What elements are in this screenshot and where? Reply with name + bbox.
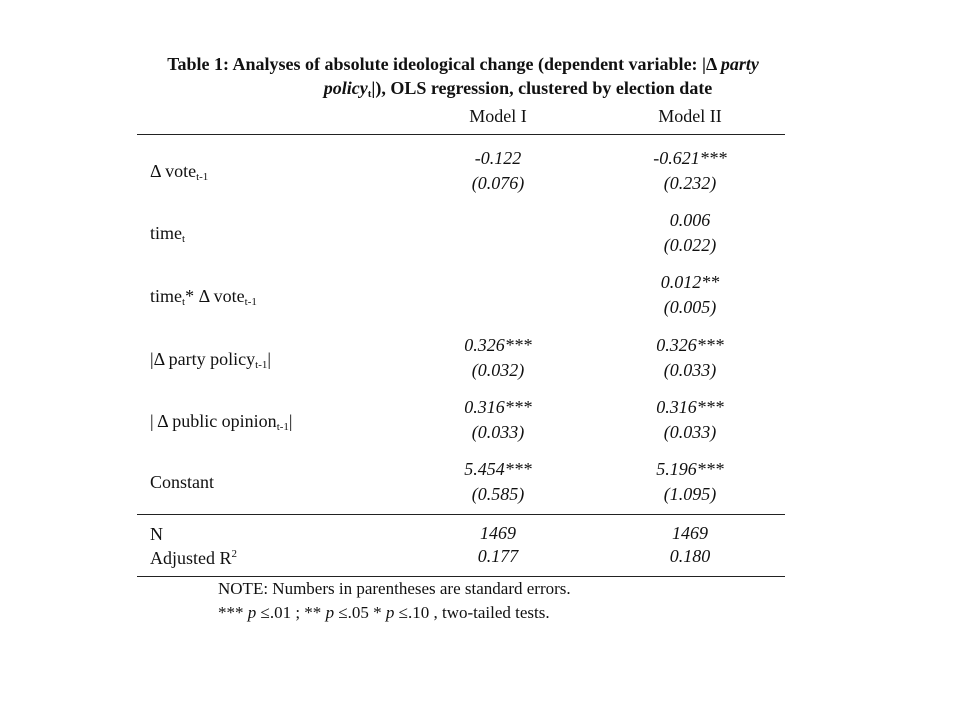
title-suffix: |), OLS regression, clustered by election date xyxy=(371,78,713,98)
row-label-tail: | xyxy=(267,349,272,369)
row-label-main: Δ vote xyxy=(150,161,197,181)
cell-model2-se: (0.022) xyxy=(663,235,717,255)
note-text: ≤.05 * xyxy=(334,603,386,622)
cell-model1-se: (0.076) xyxy=(471,173,525,193)
cell-model2-se: (0.033) xyxy=(663,360,717,380)
row-label-subscript: t-1 xyxy=(276,421,289,433)
note-p-symbol: p xyxy=(247,603,257,622)
cell-model1-se: (0.032) xyxy=(471,360,525,380)
table-note-line-2 xyxy=(218,602,550,623)
note-p-symbol: p xyxy=(325,603,335,622)
row-label-superscript: 2 xyxy=(231,548,238,560)
cell-model2-coef: -0.621*** xyxy=(653,148,727,168)
cell-model2-se: (0.232) xyxy=(663,173,717,193)
row-label-main: time xyxy=(150,223,182,243)
cell-model1-coef: -0.122 xyxy=(474,148,522,168)
table-note-line-1: NOTE: Numbers in parentheses are standard errors. xyxy=(218,579,571,598)
row-label-main: Constant xyxy=(150,472,215,492)
row-label-subscript: t-1 xyxy=(255,359,268,371)
row-label-public-opinion xyxy=(150,410,293,432)
cell-model1-coef: 5.454*** xyxy=(464,459,532,479)
row-label-delta-vote xyxy=(150,160,208,182)
note-text: ≤.10 , two-tailed tests. xyxy=(394,603,550,622)
note-text: *** xyxy=(218,603,248,622)
row-label-main: Adjusted R xyxy=(150,548,232,568)
title-italic-policy: policy xyxy=(323,78,368,98)
cell-model2-n: 1469 xyxy=(672,523,708,543)
row-label-mid: * Δ vote xyxy=(185,286,245,306)
title-subscript: t xyxy=(367,88,372,100)
cell-model1-n: 1469 xyxy=(480,523,516,543)
cell-model1-r2: 0.177 xyxy=(477,546,519,566)
table-title-line-1 xyxy=(118,52,808,76)
cell-model2-se: (0.033) xyxy=(663,422,717,442)
row-label-subscript-2: t-1 xyxy=(244,296,257,308)
row-label-subscript: t-1 xyxy=(196,171,209,183)
row-label-interaction xyxy=(150,285,257,307)
note-text: ≤.01 ; ** xyxy=(256,603,326,622)
row-label-tail: | xyxy=(288,411,293,431)
cell-model2-coef: 0.316*** xyxy=(656,397,724,417)
cell-model2-coef: 0.006 xyxy=(669,210,711,230)
table-title-line-2 xyxy=(118,76,808,100)
cell-model2-coef: 5.196*** xyxy=(656,459,724,479)
cell-model2-se: (0.005) xyxy=(663,297,717,317)
header-rule xyxy=(137,134,785,135)
row-label-time xyxy=(150,222,185,244)
row-label-subscript: t xyxy=(182,233,186,245)
cell-model2-coef: 0.326*** xyxy=(656,335,724,355)
column-header-model-1: Model I xyxy=(469,106,527,126)
column-header-model-2: Model II xyxy=(658,106,722,126)
row-label-main: | Δ public opinion xyxy=(150,411,277,431)
cell-model1-se: (0.033) xyxy=(471,422,525,442)
cell-model1-coef: 0.326*** xyxy=(464,335,532,355)
cell-model2-coef: 0.012** xyxy=(660,272,720,292)
cell-model2-r2: 0.180 xyxy=(669,546,711,566)
row-label-main: |Δ party policy xyxy=(150,349,256,369)
cell-model2-se: (1.095) xyxy=(663,484,717,504)
row-label-constant xyxy=(150,471,214,493)
bottom-rule xyxy=(137,576,785,577)
title-italic-party: party xyxy=(720,54,759,74)
row-label-party-policy xyxy=(150,348,271,370)
table-title xyxy=(118,52,808,100)
row-label-adjusted-r2 xyxy=(150,547,237,569)
title-text: Table 1: Analyses of absolute ideological change (dependent variable: |Δ xyxy=(167,54,717,74)
row-label-main: time xyxy=(150,286,182,306)
stats-rule xyxy=(137,514,785,515)
note-p-symbol: p xyxy=(385,603,395,622)
cell-model1-se: (0.585) xyxy=(471,484,525,504)
cell-model1-coef: 0.316*** xyxy=(464,397,532,417)
row-label-n: N xyxy=(150,524,163,544)
row-label-subscript: t xyxy=(182,296,186,308)
